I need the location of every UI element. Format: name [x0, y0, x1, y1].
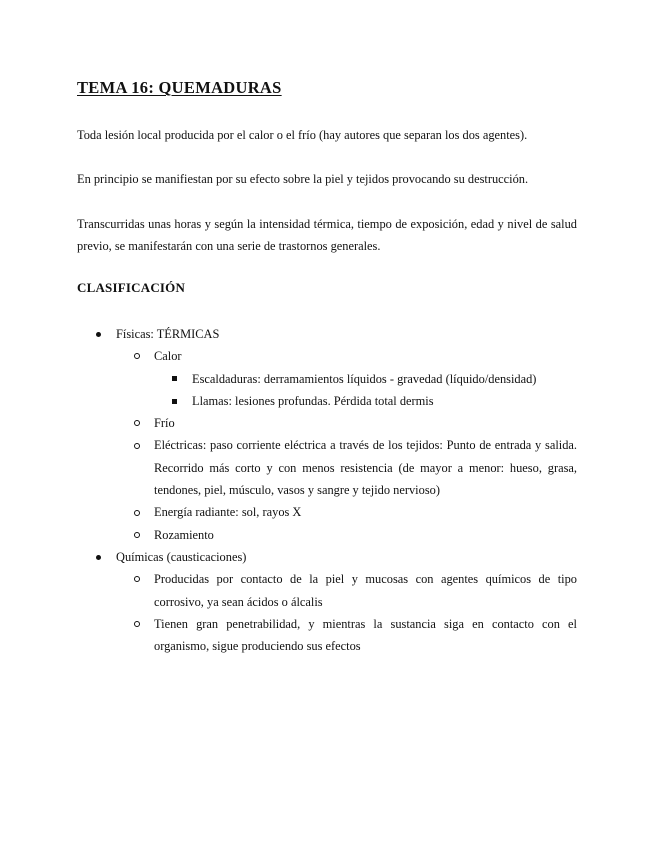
circle-bullet-icon — [134, 613, 140, 635]
circle-bullet-icon — [134, 568, 140, 590]
list-item — [154, 524, 577, 546]
disc-bullet-icon — [96, 323, 101, 345]
list-item-text: Eléctricas: paso corriente eléctrica a través de los tejidos: Punto de entrada y salida. Recorrido más corto y con menos resistencia (de mayor a menor: hueso, grasa, tendones, piel, músculo, vasos y sangre y tejido nervioso) — [154, 438, 577, 498]
list-item — [154, 345, 577, 367]
list-item — [154, 501, 577, 523]
list-item — [192, 368, 577, 390]
list-item-text: Escaldaduras: derramamientos líquidos - gravedad (líquido/densidad) — [192, 371, 537, 386]
list-item — [116, 323, 576, 345]
circle-bullet-icon — [134, 412, 140, 434]
list-item — [116, 546, 576, 568]
classification-list — [0, 323, 655, 657]
section-heading: CLASIFICACIÓN — [77, 280, 186, 295]
intro-paragraph: En principio se manifiestan por su efecto sobre la piel y tejidos provocando su destrucción. — [77, 172, 529, 186]
circle-bullet-icon — [134, 345, 140, 367]
circle-bullet-icon — [134, 524, 140, 546]
list-item-text: Calor — [154, 349, 182, 364]
list-item-text: Químicas (causticaciones) — [116, 549, 247, 564]
circle-bullet-icon — [134, 501, 140, 523]
list-item-text: Físicas: TÉRMICAS — [116, 327, 220, 341]
list-item — [154, 434, 577, 501]
list-item-text: Energía radiante: sol, rayos X — [154, 505, 302, 520]
list-item-text: Rozamiento — [154, 527, 214, 542]
square-bullet-icon — [172, 368, 177, 390]
document-title: TEMA 16: QUEMADURAS — [77, 78, 282, 97]
list-item-text: Frío — [154, 416, 175, 431]
disc-bullet-icon — [96, 546, 101, 568]
intro-paragraph: Toda lesión local producida por el calor o el frío (hay autores que separan los dos agentes). — [77, 128, 528, 142]
list-item — [154, 568, 577, 613]
list-item-text: Tienen gran penetrabilidad, y mientras la sustancia siga en contacto con el organismo, sigue produciendo sus efectos — [154, 616, 577, 654]
list-item — [154, 613, 577, 658]
square-bullet-icon — [172, 390, 177, 412]
list-item-text: Producidas por contacto de la piel y mucosas con agentes químicos de tipo corrosivo, ya sean ácidos o álcalis — [154, 572, 577, 609]
intro-paragraph: Transcurridas unas horas y según la intensidad térmica, tiempo de exposición, edad y nivel de salud previo, se manifestarán con una serie de trastornos generales. — [77, 217, 577, 253]
list-item — [154, 412, 577, 434]
list-item-text: Llamas: lesiones profundas. Pérdida total dermis — [192, 393, 434, 408]
list-item — [192, 390, 577, 412]
circle-bullet-icon — [134, 434, 140, 456]
